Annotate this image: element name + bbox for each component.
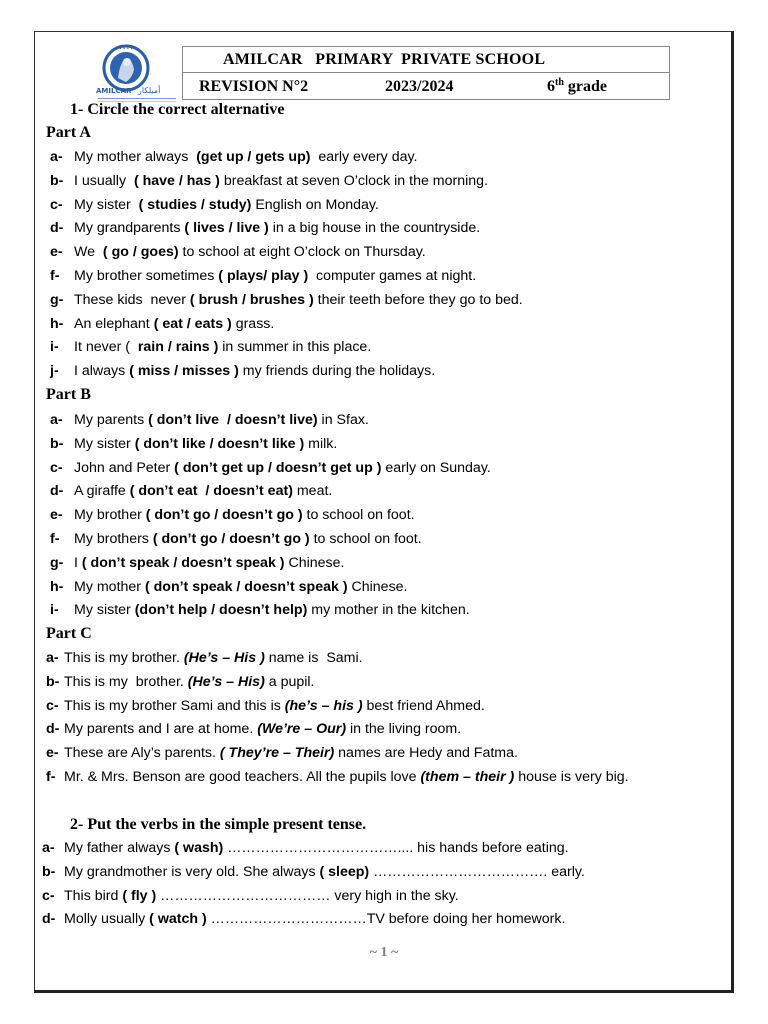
item-letter: a- <box>42 840 55 856</box>
answer-options[interactable]: ( plays/ play ) <box>218 268 309 284</box>
answer-options[interactable]: ( don’t live / doesn’t live) <box>148 412 318 428</box>
item-sentence <box>64 839 569 857</box>
sentence-end: Chinese. <box>284 554 345 571</box>
item-letter: g- <box>50 291 64 308</box>
answer-options[interactable]: ( wash) <box>174 840 224 856</box>
sentence-end: my friends during the holidays. <box>238 363 436 380</box>
item-letter: i- <box>50 602 59 619</box>
answer-options[interactable]: ( don’t go / doesn’t go ) <box>152 531 310 547</box>
sentence-end: house is very big. <box>514 769 629 785</box>
item-sentence <box>74 148 417 166</box>
sentence-start: Molly usually <box>64 911 150 928</box>
item-letter: f- <box>50 268 60 284</box>
item-letter: c- <box>46 697 59 714</box>
sentence-end: in a big house in the countryside. <box>268 220 481 237</box>
item-sentence <box>64 910 565 928</box>
sentence-start: An elephant <box>74 315 154 332</box>
item-sentence <box>74 459 491 477</box>
item-letter: c- <box>42 887 55 904</box>
item-sentence <box>64 649 363 667</box>
item-sentence <box>74 506 415 524</box>
sentence-start: My brother sometimes <box>74 268 219 284</box>
item-letter: b- <box>42 863 56 880</box>
sentence-end: in Sfax. <box>317 412 369 428</box>
sentence-end: English on Monday. <box>251 196 379 213</box>
answer-options[interactable]: ( have / has ) <box>133 172 220 189</box>
sentence-start: We <box>74 244 103 261</box>
logo-arabic-text: أميلكار <box>138 86 161 95</box>
item-letter: d- <box>50 483 64 500</box>
partA-title: Part A <box>46 124 91 141</box>
answer-options[interactable]: ( sleep) <box>319 863 370 880</box>
sentence-start: My mother always <box>74 149 197 165</box>
answer-options[interactable]: ( watch ) <box>149 911 207 928</box>
item-letter: e- <box>50 507 63 524</box>
item-letter: e- <box>50 244 63 261</box>
sentence-start: My parents and I are at home. <box>64 721 258 738</box>
item-sentence <box>74 291 523 309</box>
school-year: 2023/2024 <box>385 78 454 95</box>
sentence-start: This is my brother. <box>64 673 188 690</box>
sentence-end: in the living room. <box>346 721 462 738</box>
item-letter: c- <box>50 459 63 476</box>
item-sentence <box>64 768 629 786</box>
answer-options[interactable]: ( don’t speak / doesn’t speak ) <box>144 578 348 595</box>
answer-options[interactable]: (them – their ) <box>420 769 515 785</box>
answer-options[interactable]: ( brush / brushes ) <box>189 291 314 308</box>
sentence-start: My grandparents <box>74 220 185 237</box>
item-sentence <box>74 219 480 237</box>
sentence-end: names are Hedy and Fatma. <box>334 745 518 762</box>
sentence-end: to school on foot. <box>302 507 415 524</box>
sentence-start: My brothers <box>74 531 153 547</box>
answer-options[interactable]: (he’s – his ) <box>284 697 363 714</box>
item-letter: i- <box>50 339 59 356</box>
sentence-end: meat. <box>292 483 333 500</box>
item-letter: g- <box>50 554 64 571</box>
answer-options[interactable]: (He’s – His) <box>187 673 265 690</box>
partC-title: Part C <box>46 625 92 642</box>
sentence-end: computer games at night. <box>308 268 477 284</box>
item-letter: d- <box>50 220 64 237</box>
sentence-start: Mr. & Mrs. Benson are good teachers. All the pupils love <box>64 769 421 785</box>
sentence-end: Chinese. <box>347 578 408 595</box>
sentence-start: This bird <box>64 887 123 904</box>
item-letter: f- <box>50 531 60 547</box>
sentence-start: My mother <box>74 578 145 595</box>
item-letter: j- <box>50 363 59 380</box>
sentence-end: ……………………………TV before doing her homework. <box>206 911 566 928</box>
sentence-start: These are Aly’s parents. <box>64 745 220 762</box>
item-sentence <box>74 482 332 500</box>
sentence-end: ……………………………… very high in the sky. <box>156 887 459 904</box>
item-sentence <box>74 196 379 214</box>
sentence-end: best friend Ahmed. <box>362 697 485 714</box>
sentence-end: milk. <box>304 435 338 452</box>
sentence-end: my mother in the kitchen. <box>307 602 470 619</box>
answer-options[interactable]: (We’re – Our) <box>257 721 347 738</box>
item-letter: d- <box>46 721 60 738</box>
section2-title: 2- Put the verbs in the simple present tense. <box>70 816 367 833</box>
answer-options[interactable]: ( don’t like / doesn’t like ) <box>134 435 305 452</box>
item-sentence <box>74 411 369 429</box>
revision-number: REVISION N°2 <box>199 78 309 95</box>
svg-text:• • • • • •: • • • • • • <box>115 46 137 51</box>
item-letter: a- <box>50 412 63 428</box>
sentence-start: My sister <box>74 435 135 452</box>
sentence-end: to school on foot. <box>309 531 422 547</box>
item-sentence <box>74 315 274 333</box>
item-sentence <box>74 172 488 190</box>
item-letter: h- <box>50 315 64 332</box>
answer-options[interactable]: ( studies / study) <box>138 196 252 213</box>
item-letter: a- <box>46 650 59 666</box>
sentence-start: I always <box>74 363 130 380</box>
sentence-start: My sister <box>74 602 135 619</box>
sentence-start: My father always <box>64 840 175 856</box>
answer-options[interactable]: ( don’t go / doesn’t go ) <box>145 507 303 524</box>
partB-title: Part B <box>46 386 91 403</box>
item-letter: a- <box>50 149 63 165</box>
answer-options[interactable]: ( fly ) <box>122 887 157 904</box>
sentence-start: My parents <box>74 412 149 428</box>
item-letter: f- <box>46 769 56 785</box>
item-letter: e- <box>46 745 59 762</box>
answer-options[interactable]: rain / rains ) <box>137 339 219 356</box>
item-letter: b- <box>50 172 64 189</box>
answer-options[interactable]: (don’t help / doesn’t help) <box>134 602 308 619</box>
item-sentence <box>74 243 426 261</box>
answer-options[interactable]: ( miss / misses ) <box>129 363 239 380</box>
item-letter: c- <box>50 196 63 213</box>
sentence-end: ……………………………….... his hands before eating. <box>223 840 569 856</box>
sentence-end: name is Sami. <box>264 650 363 666</box>
item-sentence <box>64 720 461 738</box>
grade-label: 6th grade <box>547 77 608 95</box>
sentence-start: A giraffe <box>74 483 130 500</box>
school-name: AMILCAR PRIMARY PRIVATE SCHOOL <box>183 47 669 73</box>
answer-options[interactable]: ( go / goes) <box>102 244 179 261</box>
sentence-start: My brother <box>74 507 146 524</box>
item-sentence <box>74 578 408 596</box>
item-sentence <box>74 362 435 380</box>
answer-options[interactable]: ( don’t eat / doesn’t eat) <box>129 483 293 500</box>
answer-options[interactable]: ( eat / eats ) <box>153 315 232 332</box>
sentence-start: This is my brother Sami and this is <box>64 697 285 714</box>
page-number: ~ 1 ~ <box>369 945 399 960</box>
item-sentence <box>74 435 337 453</box>
sentence-start: This is my brother. <box>64 650 184 666</box>
sentence-end: a pupil. <box>264 673 315 690</box>
school-logo <box>96 42 178 110</box>
item-sentence <box>74 601 470 619</box>
item-sentence <box>74 554 344 572</box>
answer-options[interactable]: ( don’t speak / doesn’t speak ) <box>81 554 285 571</box>
item-letter: b- <box>46 673 60 690</box>
answer-options[interactable]: ( lives / live ) <box>184 220 269 237</box>
answer-options[interactable]: (He’s – His ) <box>183 650 265 666</box>
sentence-start: My sister <box>74 196 139 213</box>
item-letter: d- <box>42 911 56 928</box>
item-sentence <box>64 887 459 905</box>
item-sentence <box>64 697 485 715</box>
sentence-start: It never ( <box>74 339 138 356</box>
sentence-start: John and Peter <box>74 459 175 476</box>
sentence-start: I usually <box>74 172 134 189</box>
sentence-start: These kids never <box>74 291 190 308</box>
sentence-start: My grandmother is very old. She always <box>64 863 320 880</box>
sentence-end: to school at eight O’clock on Thursday. <box>178 244 426 261</box>
sentence-end: breakfast at seven O’clock in the morning. <box>219 172 489 189</box>
answer-options[interactable]: ( don’t get up / doesn’t get up ) <box>174 459 382 476</box>
item-sentence <box>64 863 585 881</box>
sentence-end: ………………………………. early. <box>369 863 585 880</box>
sentence-end: grass. <box>231 315 275 332</box>
item-sentence <box>74 530 422 548</box>
sentence-end: their teeth before they go to bed. <box>313 291 523 308</box>
item-sentence <box>64 673 315 691</box>
item-letter: b- <box>50 435 64 452</box>
sentence-end: early on Sunday. <box>381 459 491 476</box>
answer-options[interactable]: (get up / gets up) <box>196 149 311 165</box>
logo-text: AMILCAR <box>96 87 132 95</box>
sentence-end: early every day. <box>310 149 418 165</box>
item-sentence <box>64 744 518 762</box>
section1-title: 1- Circle the correct alternative <box>70 101 285 118</box>
sentence-start: I <box>74 554 82 571</box>
item-sentence <box>74 267 476 285</box>
item-letter: h- <box>50 578 64 595</box>
sentence-end: in summer in this place. <box>218 339 372 356</box>
answer-options[interactable]: ( They’re – Their) <box>219 745 335 762</box>
item-sentence <box>74 338 371 356</box>
header-table <box>182 46 670 100</box>
